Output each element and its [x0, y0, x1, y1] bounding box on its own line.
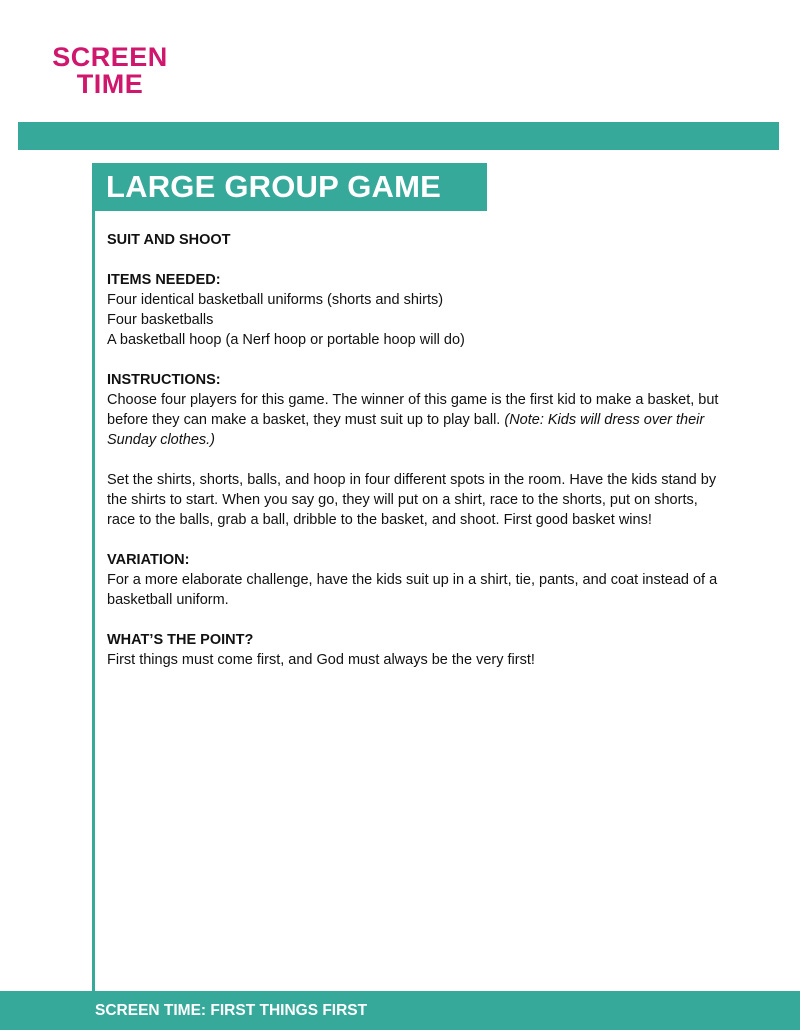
list-item: Four identical basketball uniforms (shorts and shirts): [107, 292, 444, 308]
game-name: SUIT AND SHOOT: [107, 232, 231, 248]
point-text: First things must come first, and God must always be the very first!: [107, 652, 535, 668]
instructions-heading: INSTRUCTIONS:: [107, 372, 221, 388]
title-banner: [92, 163, 487, 211]
footer-bar: [0, 991, 800, 1030]
variation-heading: VARIATION:: [107, 552, 190, 568]
screen-time-logo: [40, 44, 180, 98]
instructions-section: [107, 370, 727, 450]
logo-line-screen: SCREEN: [52, 42, 168, 72]
main-content: [107, 230, 727, 690]
variation-section: [107, 550, 727, 610]
items-needed-heading: ITEMS NEEDED:: [107, 272, 221, 288]
list-item: Four basketballs: [107, 312, 214, 328]
logo-line-time: TIME: [76, 69, 144, 99]
instructions-note: (Note: Kids will dress over their Sunday clothes.): [107, 412, 705, 448]
page-title: LARGE GROUP GAME: [106, 169, 442, 204]
list-item: A basketball hoop (a Nerf hoop or portable hoop will do): [107, 332, 465, 348]
instructions-text: Choose four players for this game. The winner of this game is the first kid to make a basket, but before they can make a basket, they must suit up to play ball.: [107, 392, 719, 428]
items-needed-section: [107, 270, 727, 350]
point-heading: WHAT’S THE POINT?: [107, 632, 254, 648]
left-vertical-rule: [92, 163, 95, 993]
variation-text: For a more elaborate challenge, have the kids suit up in a shirt, tie, pants, and coat instead of a basketball uniform.: [107, 572, 718, 608]
point-section: [107, 630, 727, 670]
instructions-paragraph-2: Set the shirts, shorts, balls, and hoop in four different spots in the room. Have the kids stand by the shirts to start. When you say go, they will put on a shirt, race to the shorts, put on shorts, race to the balls, grab a ball, dribble to the basket, and shoot. First good basket wins!: [107, 472, 717, 528]
header-teal-bar: [18, 122, 779, 150]
instructions-paragraph-1: [107, 390, 727, 450]
footer-title: SCREEN TIME: FIRST THINGS FIRST: [95, 1001, 368, 1019]
instructions-section-2: [107, 470, 727, 530]
